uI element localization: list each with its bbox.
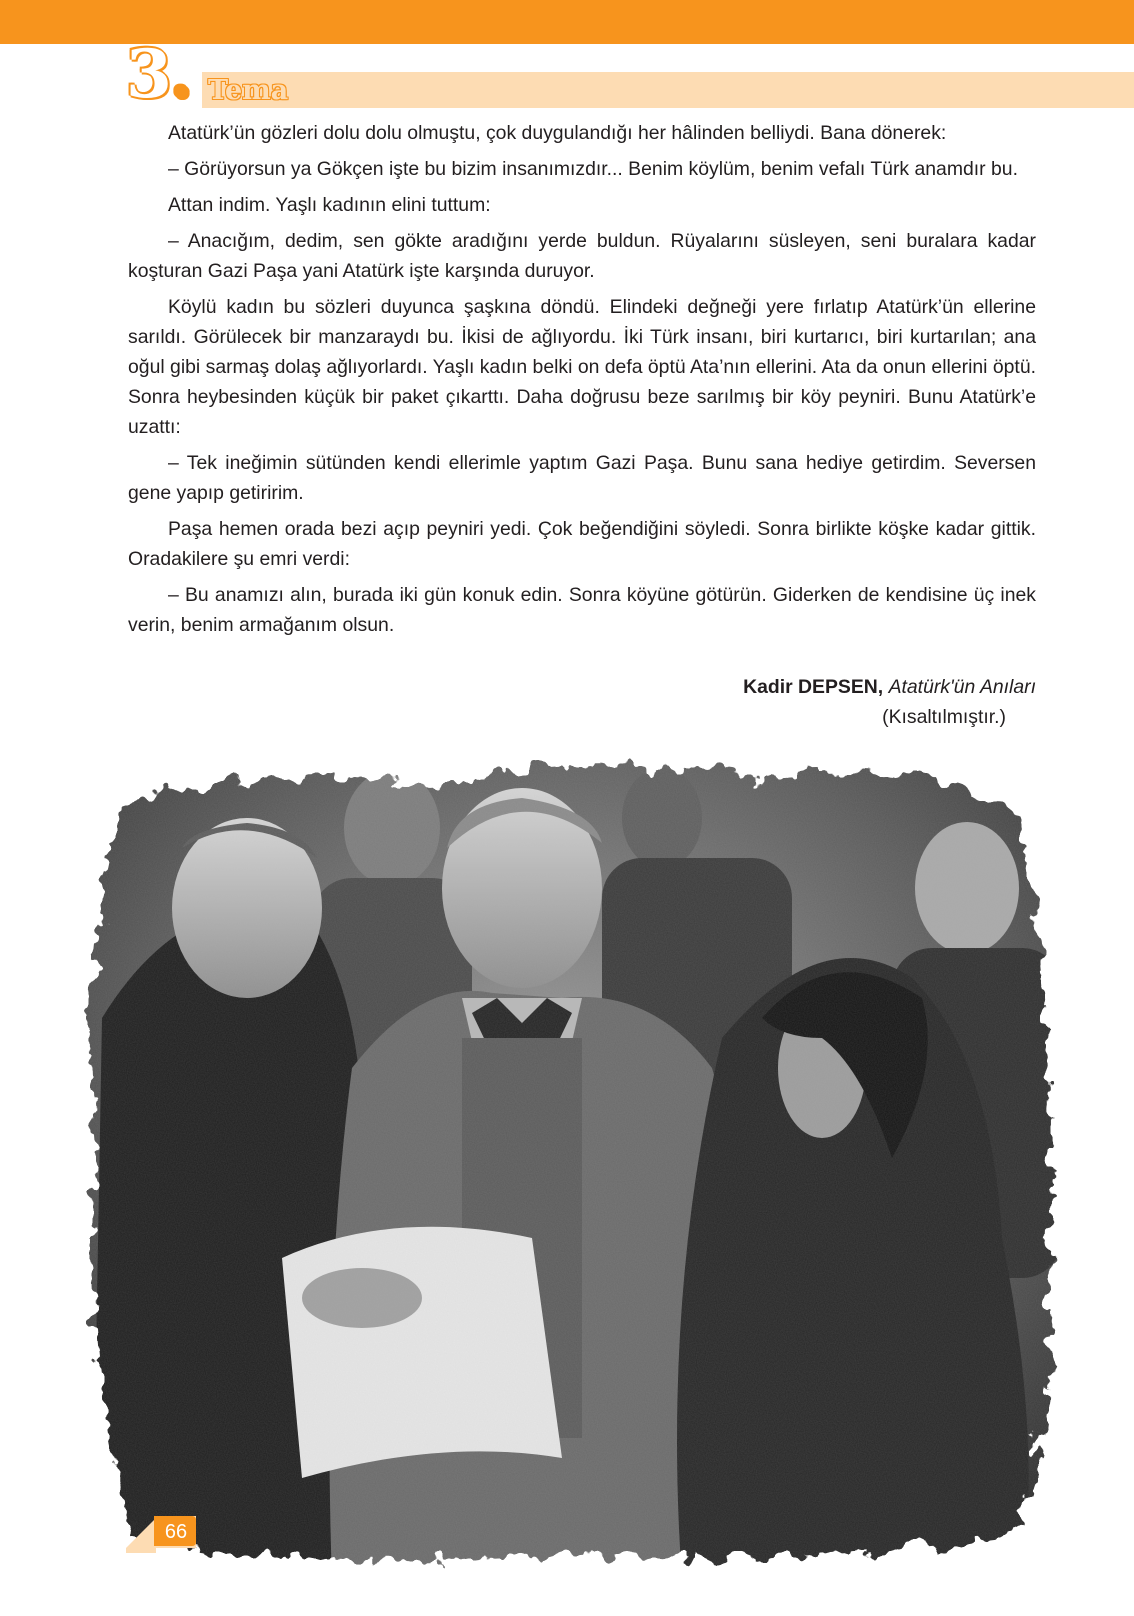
source-credit [743,672,1036,732]
theme-number-dot: . [169,35,191,113]
page-number: 66 [164,1521,188,1543]
theme-title-strip [202,72,1134,108]
story-text [128,118,1036,646]
story-paragraph: Köylü kadın bu sözleri duyunca şaşkına döndü. Elindeki değneği yere fırlatıp Atatürk’ün ellerine sarıldı. Görülecek bir manzaraydı bu. İkisi de ağlıyordu. İki Türk insanı, biri kurtarıcı, biri kurtarılan; ana oğul gibi sarmaş dolaş ağlıyorlardı. Yaşlı kadın belki on defa öptü Ata’nın ellerini. Ata da onun ellerini öptü. Sonra heybesinden küçük bir paket çıkarttı. Daha doğrusu beze sarılmış bir köy peyniri. Bunu Atatürk’e uzattı: [128,296,1036,438]
theme-number [126,36,191,112]
historical-photo [62,738,1072,1580]
theme-name: Tema [208,75,289,106]
story-paragraph: – Anacığım, dedim, sen gökte aradığını yerde buldun. Rüyalarını süsleyen, seni buralara kadar koşturan Gazi Paşa yani Atatürk işte karşında duruyor. [128,230,1036,282]
story-paragraph: Attan indim. Yaşlı kadının elini tuttum: [168,194,491,216]
credit-author: Kadir DEPSEN, [743,676,884,698]
credit-book-title: Atatürk'ün Anıları [888,676,1036,698]
story-paragraph: – Görüyorsun ya Gökçen işte bu bizim insanımızdır... Benim köylüm, benim vefalı Türk anamdır bu. [168,158,1018,180]
story-paragraph: Paşa hemen orada bezi açıp peyniri yedi. Çok beğendiğini söyledi. Sonra birlikte köşke kadar gittik. Oradakilere şu emri verdi: [128,518,1036,570]
story-paragraph: Atatürk’ün gözleri dolu dolu olmuştu, çok duygulandığı her hâlinden belliydi. Bana dönerek: [168,122,947,144]
story-paragraph: – Tek ineğimin sütünden kendi ellerimle yaptım Gazi Paşa. Bunu sana hediye getirdim. Seversen gene yapıp getiririm. [128,452,1036,504]
credit-abridged-note: (Kısaltılmıştır.) [882,706,1006,728]
story-paragraph: – Bu anamızı alın, burada iki gün konuk edin. Sonra köyüne götürün. Giderken de kendisine üç inek verin, benim armağanım olsun. [128,584,1036,636]
theme-number-digit: 3 [126,35,170,113]
